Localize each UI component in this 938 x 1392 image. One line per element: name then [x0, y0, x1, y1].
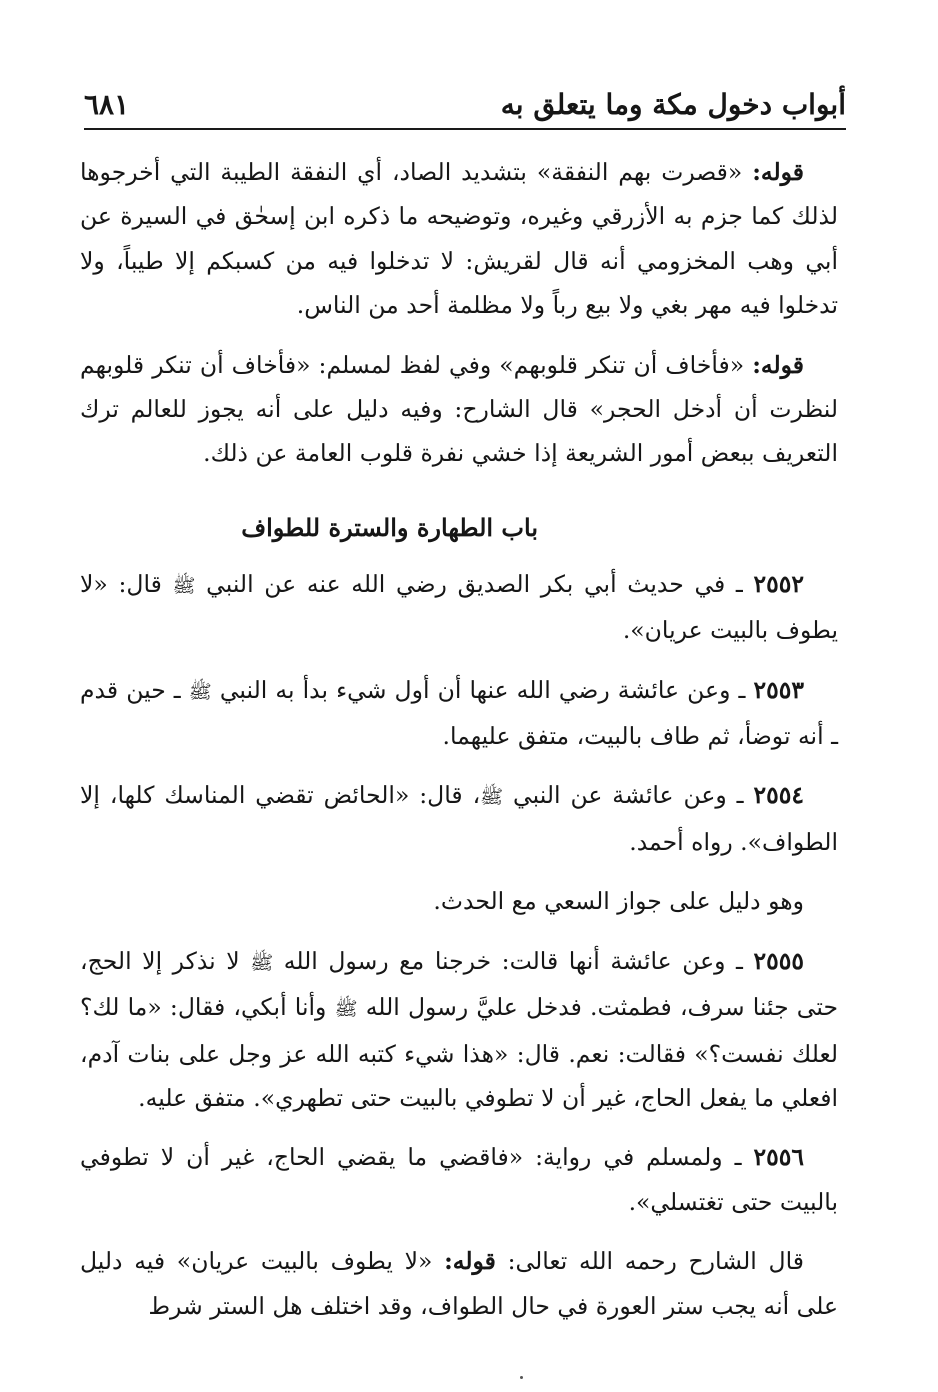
lead-word: قوله:: [752, 350, 804, 379]
commentary-intro: قال الشارح رحمه الله تعالى:: [495, 1247, 804, 1276]
pbuh-glyph: ﷺ: [250, 951, 274, 974]
hadith-text: لا نذكر إلا الحج، حتى جئنا سرف، فطمثت. فدخل عليَّ رسول الله: [80, 946, 839, 1022]
pbuh-glyph: ﷺ: [172, 574, 196, 597]
hadith-text: ـ ولمسلم في رواية: «فاقضي ما يقضي الحاج، غير أن لا تطوفي بالبيت حتى تغتسلي».: [80, 1143, 838, 1216]
header-title: أبواب دخول مكة وما يتعلق به: [500, 87, 846, 121]
page-body: [80, 150, 838, 1328]
commentary-paragraph-1: [80, 150, 838, 328]
hadith-number: ٢٥٥٤: [753, 781, 804, 810]
note-paragraph: وهو دليل على جواز السعي مع الحدث.: [433, 887, 804, 916]
hadith-2555: [80, 939, 838, 1121]
hadith-text: ، قال: «الحائض تقضي المناسك كلها، إلا الطواف». رواه أحمد.: [80, 781, 838, 856]
pbuh-glyph: ﷺ: [188, 680, 212, 703]
hadith-2553: [80, 668, 838, 759]
lead-word: قوله:: [444, 1247, 496, 1276]
hadith-text: ـ وعن عائشة أنها قالت: خرجنا مع رسول الله: [273, 946, 754, 975]
hadith-text: ـ وعن عائشة عن النبي: [503, 781, 754, 810]
paragraph-text: «فأخاف أن تنكر قلوبهم» وفي لفظ لمسلم: «فأخاف أن تنكر قلوبهم لنظرت أن أدخل الحجر» قال الشارح: وفيه دليل على أنه يجوز للعالم ترك التعريف ببعض أمور الشريعة إذا خشي نفرة قلوب العامة عن ذلك.: [80, 350, 838, 468]
hadith-text: ـ وعن عائشة رضي الله عنها أن أول شيء بدأ به النبي: [211, 675, 754, 704]
running-header: [84, 80, 846, 130]
paragraph-text: «لا يطوف بالبيت عريان» فيه دليل على أنه يجب ستر العورة في حال الطواف، وقد اختلف هل الستر شرط: [80, 1247, 838, 1320]
lead-word: قوله:: [752, 158, 804, 186]
hadith-text: قال: «لا يطوف بالبيت عريان».: [80, 569, 838, 645]
hadith-number: ٢٥٥٥: [753, 946, 804, 975]
pbuh-glyph: ﷺ: [334, 998, 358, 1021]
section-heading: باب الطهارة والسترة للطواف: [241, 512, 538, 542]
hadith-number: ٢٥٥٣: [753, 675, 804, 704]
hadith-2556: [80, 1135, 838, 1224]
hadith-2554: [80, 773, 838, 864]
paragraph-text: «قصرت بهم النفقة» بتشديد الصاد، أي النفقة الطيبة التي أخرجوها لذلك كما جزم به الأزرقي وغيره، وتوضيحه ما ذكره ابن إسحٰق في السيرة عن أبي وهب المخزومي أنه قال لقريش: لا تدخلوا فيه من كسبكم إلا طيباً، ولا تدخلوا فيه مهر بغي ولا بيع رباً ولا مظلمة أحد من الناس.: [80, 158, 838, 320]
hadith-number: ٢٥٥٢: [753, 569, 804, 598]
hadith-text: ـ حين قدم ـ أنه توضأ، ثم طاف بالبيت، متفق عليهما.: [80, 675, 838, 751]
hadith-text: وأنا أبكي، فقال: «ما لك؟ لعلك نفست؟» فقالت: نعم. قال: «هذا شيء كتبه الله عز وجل على بنات آدم، افعلي ما يفعل الحاج، غير أن لا تطوفي بالبيت حتى تطهري». متفق عليه.: [80, 993, 838, 1112]
hadith-number: ٢٥٥٦: [753, 1143, 804, 1172]
page-number: ٦٨١: [84, 87, 130, 121]
commentary-paragraph-3: [80, 1239, 838, 1328]
scan-speck: [520, 1376, 523, 1379]
hadith-2552: [80, 562, 838, 653]
commentary-paragraph-2: [80, 343, 838, 476]
pbuh-glyph: ﷺ: [480, 786, 504, 809]
hadith-text: ـ في حديث أبي بكر الصديق رضي الله عنه عن النبي: [195, 569, 754, 598]
